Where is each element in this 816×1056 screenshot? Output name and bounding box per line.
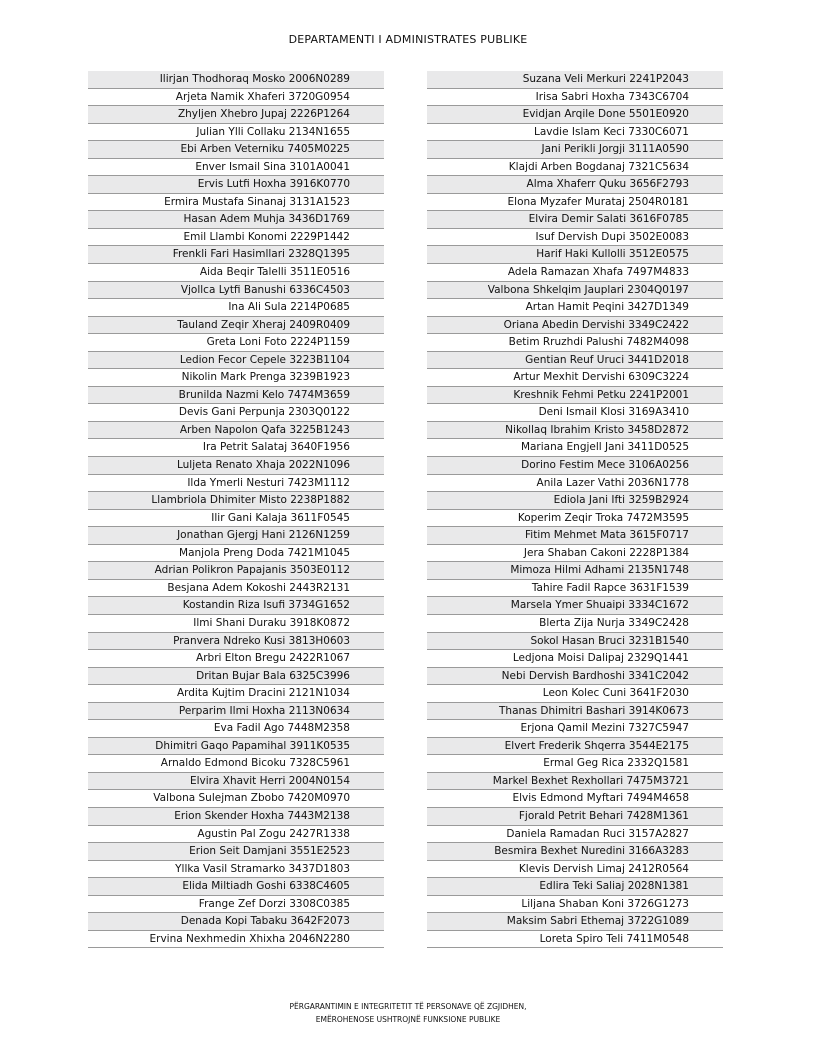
list-item: Adrian Polikron Papajanis 3503E0112 [88, 562, 384, 580]
list-item: Nikolin Mark Prenga 3239B1923 [88, 369, 384, 387]
list-item: Erion Seit Damjani 3551E2523 [88, 843, 384, 861]
list-item: Leon Kolec Cuni 3641F2030 [427, 685, 723, 703]
list-item: Denada Kopi Tabaku 3642F2073 [88, 913, 384, 931]
list-item: Kostandin Riza Isufi 3734G1652 [88, 597, 384, 615]
list-item: Artur Mexhit Dervishi 6309C3224 [427, 369, 723, 387]
list-item: Erion Skender Hoxha 7443M2138 [88, 808, 384, 826]
list-item: Elvira Xhavit Herri 2004N0154 [88, 773, 384, 791]
list-item: Arben Napolon Qafa 3225B1243 [88, 422, 384, 440]
list-item: Marsela Ymer Shuaipi 3334C1672 [427, 597, 723, 615]
list-item: Jani Perikli Jorgji 3111A0590 [427, 141, 723, 159]
list-item: Ilmi Shani Duraku 3918K0872 [88, 615, 384, 633]
list-item: Arnaldo Edmond Bicoku 7328C5961 [88, 755, 384, 773]
list-item: Valbona Sulejman Zbobo 7420M0970 [88, 790, 384, 808]
list-item: Ermira Mustafa Sinanaj 3131A1523 [88, 194, 384, 212]
footer-line-1: PËRGARANTIMIN E INTEGRITETIT TË PERSONAVE QË ZGJIDHEN, [289, 1002, 527, 1011]
list-item: Ervina Nexhmedin Xhixha 2046N2280 [88, 931, 384, 949]
list-item: Liljana Shaban Koni 3726G1273 [427, 896, 723, 914]
list-item: Devis Gani Perpunja 2303Q0122 [88, 404, 384, 422]
list-item: Ilir Gani Kalaja 3611F0545 [88, 510, 384, 528]
list-item: Klevis Dervish Limaj 2412R0564 [427, 861, 723, 879]
list-item: Artan Hamit Peqini 3427D1349 [427, 299, 723, 317]
list-item: Blerta Zija Nurja 3349C2428 [427, 615, 723, 633]
list-item: Sokol Hasan Bruci 3231B1540 [427, 633, 723, 651]
list-item: Besjana Adem Kokoshi 2443R2131 [88, 580, 384, 598]
list-item: Elvert Frederik Shqerra 3544E2175 [427, 738, 723, 756]
list-item: Mariana Engjell Jani 3411D0525 [427, 439, 723, 457]
list-item: Ediola Jani Ifti 3259B2924 [427, 492, 723, 510]
page-title: DEPARTAMENTI I ADMINISTRATES PUBLIKE [288, 33, 528, 46]
list-item: Oriana Abedin Dervishi 3349C2422 [427, 317, 723, 335]
footer-line-2: EMËROHENOSE USHTROJNË FUNKSIONE PUBLIKE [315, 1015, 501, 1024]
list-item: Manjola Preng Doda 7421M1045 [88, 545, 384, 563]
list-item: Tauland Zeqir Xheraj 2409R0409 [88, 317, 384, 335]
list-item: Dhimitri Gaqo Papamihal 3911K0535 [88, 738, 384, 756]
list-item: Ilirjan Thodhoraq Mosko 2006N0289 [88, 71, 384, 89]
list-item: Loreta Spiro Teli 7411M0548 [427, 931, 723, 949]
list-item: Ira Petrit Salataj 3640F1956 [88, 439, 384, 457]
list-item: Valbona Shkelqim Jauplari 2304Q0197 [427, 282, 723, 300]
list-item: Arjeta Namik Xhaferi 3720G0954 [88, 89, 384, 107]
list-item: Markel Bexhet Rexhollari 7475M3721 [427, 773, 723, 791]
list-item: Tahire Fadil Rapce 3631F1539 [427, 580, 723, 598]
list-item: Suzana Veli Merkuri 2241P2043 [427, 71, 723, 89]
list-item: Nikollaq Ibrahim Kristo 3458D2872 [427, 422, 723, 440]
list-item: Eva Fadil Ago 7448M2358 [88, 720, 384, 738]
list-item: Elvis Edmond Myftari 7494M4658 [427, 790, 723, 808]
list-item: Elona Myzafer Murataj 2504R0181 [427, 194, 723, 212]
list-item: Yllka Vasil Stramarko 3437D1803 [88, 861, 384, 879]
list-item: Vjollca Lytfi Banushi 6336C4503 [88, 282, 384, 300]
list-item: Ina Ali Sula 2214P0685 [88, 299, 384, 317]
list-item: Dritan Bujar Bala 6325C3996 [88, 668, 384, 686]
list-item: Gentian Reuf Uruci 3441D2018 [427, 352, 723, 370]
list-item: Daniela Ramadan Ruci 3157A2827 [427, 826, 723, 844]
footer [0, 1000, 816, 1026]
list-item: Luljeta Renato Xhaja 2022N1096 [88, 457, 384, 475]
list-item: Erjona Qamil Mezini 7327C5947 [427, 720, 723, 738]
list-item: Pranvera Ndreko Kusi 3813H0603 [88, 633, 384, 651]
list-item: Llambriola Dhimiter Misto 2238P1882 [88, 492, 384, 510]
list-item: Irisa Sabri Hoxha 7343C6704 [427, 89, 723, 107]
list-item: Harif Haki Kullolli 3512E0575 [427, 246, 723, 264]
list-item: Koperim Zeqir Troka 7472M3595 [427, 510, 723, 528]
list-item: Ardita Kujtim Dracini 2121N1034 [88, 685, 384, 703]
list-item: Thanas Dhimitri Bashari 3914K0673 [427, 703, 723, 721]
list-item: Ledjona Moisi Dalipaj 2329Q1441 [427, 650, 723, 668]
list-item: Isuf Dervish Dupi 3502E0083 [427, 229, 723, 247]
list-item: Elida Miltiadh Goshi 6338C4605 [88, 878, 384, 896]
list-item: Jera Shaban Cakoni 2228P1384 [427, 545, 723, 563]
list-item: Anila Lazer Vathi 2036N1778 [427, 475, 723, 493]
list-item: Adela Ramazan Xhafa 7497M4833 [427, 264, 723, 282]
list-item: Evidjan Arqile Done 5501E0920 [427, 106, 723, 124]
list-item: Ilda Ymerli Nesturi 7423M1112 [88, 475, 384, 493]
list-item: Frange Zef Dorzi 3308C0385 [88, 896, 384, 914]
list-item: Nebi Dervish Bardhoshi 3341C2042 [427, 668, 723, 686]
list-item: Ebi Arben Veterniku 7405M0225 [88, 141, 384, 159]
list-item: Brunilda Nazmi Kelo 7474M3659 [88, 387, 384, 405]
list-item: Ledion Fecor Cepele 3223B1104 [88, 352, 384, 370]
list-item: Maksim Sabri Ethemaj 3722G1089 [427, 913, 723, 931]
list-item: Agustin Pal Zogu 2427R1338 [88, 826, 384, 844]
list-item: Hasan Adem Muhja 3436D1769 [88, 211, 384, 229]
list-item: Klajdi Arben Bogdanaj 7321C5634 [427, 159, 723, 177]
list-item: Zhyljen Xhebro Jupaj 2226P1264 [88, 106, 384, 124]
list-item: Besmira Bexhet Nuredini 3166A3283 [427, 843, 723, 861]
list-item: Betim Rruzhdi Palushi 7482M4098 [427, 334, 723, 352]
list-item: Greta Loni Foto 2224P1159 [88, 334, 384, 352]
list-item: Ervis Lutfi Hoxha 3916K0770 [88, 176, 384, 194]
list-item: Lavdie Islam Keci 7330C6071 [427, 124, 723, 142]
list-item: Enver Ismail Sina 3101A0041 [88, 159, 384, 177]
list-item: Deni Ismail Klosi 3169A3410 [427, 404, 723, 422]
list-item: Mimoza Hilmi Adhami 2135N1748 [427, 562, 723, 580]
list-item: Aida Beqir Talelli 3511E0516 [88, 264, 384, 282]
list-item: Edlira Teki Saliaj 2028N1381 [427, 878, 723, 896]
list-item: Fjorald Petrit Behari 7428M1361 [427, 808, 723, 826]
list-item: Jonathan Gjergj Hani 2126N1259 [88, 527, 384, 545]
list-item: Fitim Mehmet Mata 3615F0717 [427, 527, 723, 545]
list-item: Alma Xhaferr Quku 3656F2793 [427, 176, 723, 194]
list-item: Julian Ylli Collaku 2134N1655 [88, 124, 384, 142]
list-item: Perparim Ilmi Hoxha 2113N0634 [88, 703, 384, 721]
left-name-list [88, 71, 384, 948]
list-item: Dorino Festim Mece 3106A0256 [427, 457, 723, 475]
list-item: Elvira Demir Salati 3616F0785 [427, 211, 723, 229]
list-item: Frenkli Fari Hasimllari 2328Q1395 [88, 246, 384, 264]
right-name-list [427, 71, 723, 948]
list-item: Arbri Elton Bregu 2422R1067 [88, 650, 384, 668]
list-item: Kreshnik Fehmi Petku 2241P2001 [427, 387, 723, 405]
list-item: Ermal Geg Rica 2332Q1581 [427, 755, 723, 773]
list-item: Emil Llambi Konomi 2229P1442 [88, 229, 384, 247]
